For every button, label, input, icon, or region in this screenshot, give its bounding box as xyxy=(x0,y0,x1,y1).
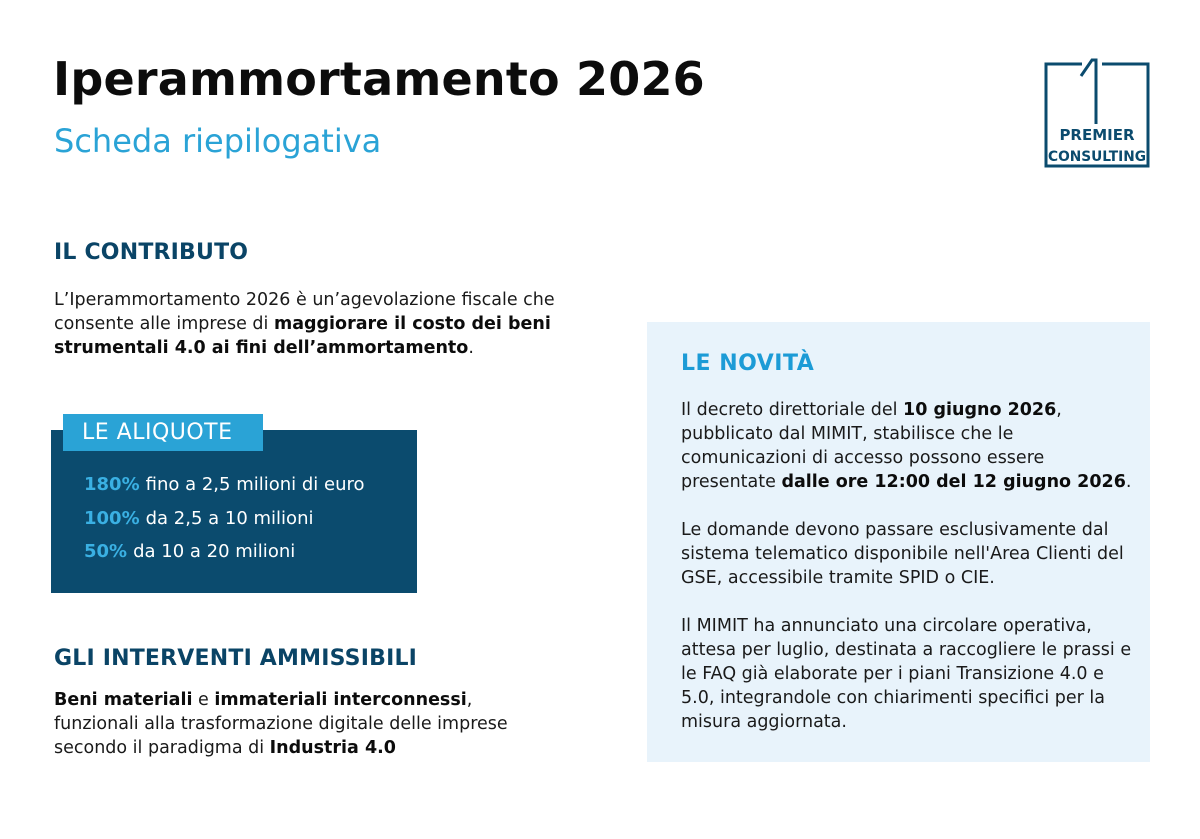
novita-p1-d: dalle ore 12:00 del 12 giugno 2026 xyxy=(781,472,1126,492)
interventi-text xyxy=(54,688,524,760)
novita-p1-c: , pubblicato dal MIMIT, stabilisce che le comunicazioni di accesso possono essere presentate xyxy=(681,400,1062,492)
contributo-text-1: L’Iperammortamento 2026 è un’agevolazione fiscale che consente alle imprese di xyxy=(54,290,555,334)
novita-heading: LE NOVITÀ xyxy=(681,351,815,376)
interventi-bold-3: Industria 4.0 xyxy=(269,738,396,758)
aliquota-text: da 10 a 20 milioni xyxy=(133,541,296,562)
aliquota-percent: 100% xyxy=(84,508,140,529)
logo-text-premier: PREMIER xyxy=(1059,126,1135,144)
contributo-bold-1: maggiorare il costo dei beni strumentali 4.0 ai fini dell’ammortamento xyxy=(54,314,551,358)
novita-p1-a: Il decreto direttoriale del xyxy=(681,400,904,420)
novita-paragraph-2: Le domande devono passare esclusivamente dal sistema telematico disponibile nell'Area Clienti del GSE, accessibile tramite SPID o CIE. xyxy=(681,520,1124,588)
contributo-text xyxy=(54,288,564,360)
interventi-text-1: e xyxy=(192,690,215,710)
aliquota-row xyxy=(84,508,313,529)
logo-text-consulting: CONSULTING xyxy=(1048,149,1146,165)
aliquota-row xyxy=(84,474,365,495)
page-title: Iperammortamento 2026 xyxy=(53,52,705,106)
aliquota-row xyxy=(84,541,295,562)
aliquote-tag: LE ALIQUOTE xyxy=(63,414,263,451)
novita-p1-e: . xyxy=(1125,472,1132,492)
novita-paragraph-1 xyxy=(681,398,1141,494)
aliquota-text: fino a 2,5 milioni di euro xyxy=(145,474,365,495)
interventi-heading: GLI INTERVENTI AMMISSIBILI xyxy=(54,646,418,671)
aliquota-text: da 2,5 a 10 milioni xyxy=(145,508,314,529)
aliquota-percent: 180% xyxy=(84,474,140,495)
interventi-text-2: , funzionali alla trasformazione digitale delle imprese secondo il paradigma di xyxy=(54,690,508,758)
novita-p1-b: 10 giugno 2026 xyxy=(903,400,1057,420)
novita-paragraph-3: Il MIMIT ha annunciato una circolare operativa, attesa per luglio, destinata a raccogliere le prassi e le FAQ già elaborate per i piani Transizione 4.0 e 5.0, integrandole con chiarimenti specifici per la misura aggiornata. xyxy=(681,616,1132,732)
page-subtitle: Scheda riepilogativa xyxy=(54,122,382,160)
aliquota-percent: 50% xyxy=(84,541,128,562)
premier-consulting-logo xyxy=(1044,58,1150,170)
interventi-bold-1: Beni materiali xyxy=(54,690,193,710)
contributo-text-2: . xyxy=(468,338,474,358)
interventi-bold-2: immateriali interconnessi xyxy=(214,690,467,710)
contributo-heading: IL CONTRIBUTO xyxy=(54,240,249,265)
